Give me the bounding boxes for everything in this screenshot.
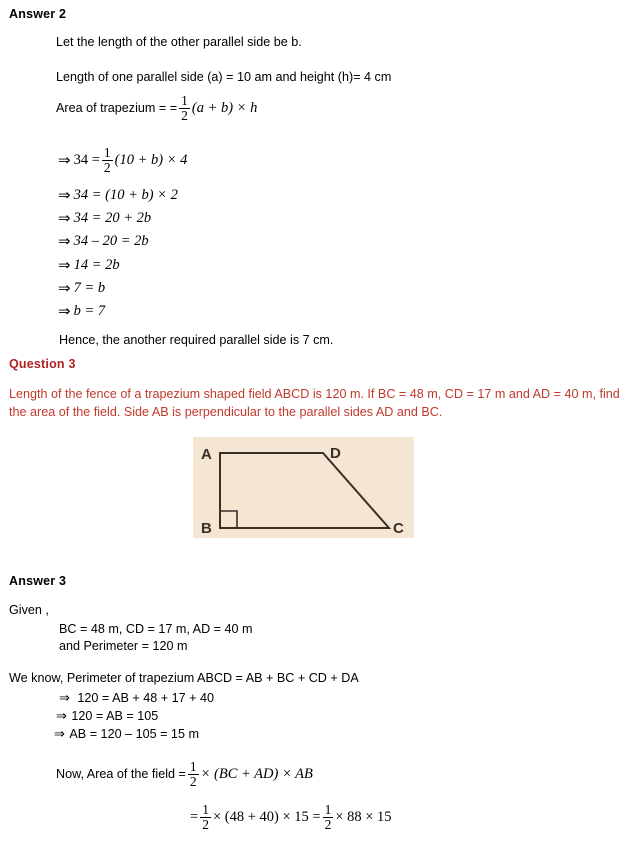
fraction-denominator: 2: [103, 159, 111, 175]
fraction-denominator: 2: [324, 816, 332, 832]
answer-2-let-line: Let the length of the other parallel side be b.: [56, 35, 302, 49]
vertex-label-b: B: [201, 520, 212, 537]
vertex-label-c: C: [393, 520, 404, 537]
step-4-text: 34 – 20 = 2b: [73, 233, 149, 249]
implies-icon: ⇒: [58, 281, 71, 297]
answer-2-given-line: Length of one parallel side (a) = 10 am and height (h)= 4 cm: [56, 70, 392, 84]
implies-icon: ⇒: [58, 211, 71, 227]
answer-2-step-7: [58, 302, 105, 321]
one-half-fraction-2: [323, 803, 334, 832]
fraction-denominator: 2: [181, 107, 188, 123]
one-half-fraction: [188, 760, 199, 789]
answer-3-heading: Answer 3: [9, 574, 67, 588]
answer-2-step-6: [58, 279, 105, 298]
implies-icon: ⇒: [54, 726, 65, 741]
fraction-numerator: 1: [189, 758, 197, 774]
answer-2-step-3: [58, 209, 151, 228]
answer-3-area-formula-line: [56, 760, 313, 789]
step-1-pre: 34 =: [73, 152, 100, 169]
implies-icon: ⇒: [58, 153, 71, 170]
question-3-body: Length of the fence of a trapezium shaped field ABCD is 120 m. If BC = 48 m, CD = 17 m and AD = 40 m, find the area of the field. Side AB is perpendicular to the parallel sides AD and BC.: [9, 387, 620, 419]
implies-icon: ⇒: [58, 304, 71, 320]
area-eval-middle: × (48 + 40) × 15 =: [212, 809, 321, 826]
fraction-numerator: 1: [324, 801, 332, 817]
fraction-numerator: 1: [202, 801, 209, 817]
step-1-text: 120 = AB + 48 + 17 + 40: [77, 691, 214, 705]
answer-2-step-2: [58, 186, 178, 205]
step-5-text: 14 = 2b: [73, 257, 120, 273]
area-of-field-label: Now, Area of the field =: [56, 766, 186, 781]
area-formula-rest: (a + b) × h: [191, 100, 258, 117]
answer-3-step-3: [54, 726, 199, 743]
answer-3-we-know-line: We know, Perimeter of trapezium ABCD = AB + BC + CD + DA: [9, 671, 359, 685]
question-3-heading: Question 3: [9, 357, 76, 371]
fraction-denominator: 2: [202, 816, 209, 832]
answer-3-given-label: Given ,: [9, 603, 49, 617]
trapezium-figure: [193, 437, 414, 538]
vertex-label-a: A: [201, 446, 212, 463]
answer-3-given-perimeter: and Perimeter = 120 m: [59, 639, 188, 653]
answer-3-step-1: [59, 690, 214, 707]
vertex-label-d: D: [330, 445, 341, 462]
answer-2-step-4: [58, 232, 149, 251]
implies-icon: ⇒: [58, 258, 71, 274]
answer-3-given-values: BC = 48 m, CD = 17 m, AD = 40 m: [59, 622, 253, 636]
fraction-numerator: 1: [103, 144, 111, 160]
fraction-numerator: 1: [181, 92, 188, 108]
fraction-denominator: 2: [189, 773, 197, 789]
step-2-text: 120 = AB = 105: [71, 709, 159, 723]
implies-icon: ⇒: [58, 188, 71, 204]
step-2-text: 34 = (10 + b) × 2: [73, 187, 178, 203]
step-3-text: AB = 120 – 105 = 15 m: [69, 727, 199, 741]
right-angle-marker-icon: [220, 511, 237, 528]
step-1-post: (10 + b) × 4: [114, 152, 188, 169]
answer-2-step-5: [58, 256, 120, 275]
implies-icon: ⇒: [56, 708, 67, 723]
area-of-trapezium-label: Area of trapezium = =: [56, 100, 178, 115]
step-1-fraction: [102, 146, 113, 175]
step-6-text: 7 = b: [73, 280, 106, 296]
implies-icon: ⇒: [58, 234, 71, 250]
equals-sign-1: =: [190, 809, 199, 826]
one-half-fraction: [179, 94, 190, 123]
step-7-text: b = 7: [73, 303, 106, 319]
answer-2-conclusion: Hence, the another required parallel side is 7 cm.: [59, 333, 334, 347]
answer-3-area-evaluation-line: [190, 803, 392, 832]
area-eval-tail: × 88 × 15: [335, 809, 392, 826]
one-half-fraction-1: [200, 803, 211, 832]
answer-2-step-1: [58, 146, 187, 175]
trapezium-svg: [193, 437, 414, 538]
answer-2-heading: Answer 2: [9, 7, 67, 21]
answer-2-area-formula-line: [56, 94, 257, 123]
answer-3-step-2: [56, 708, 158, 725]
trapezium-outline: [220, 453, 389, 528]
implies-icon: ⇒: [59, 690, 70, 705]
step-3-text: 34 = 20 + 2b: [73, 210, 152, 226]
area-formula-rest: × (BC + AD) × AB: [200, 766, 313, 783]
